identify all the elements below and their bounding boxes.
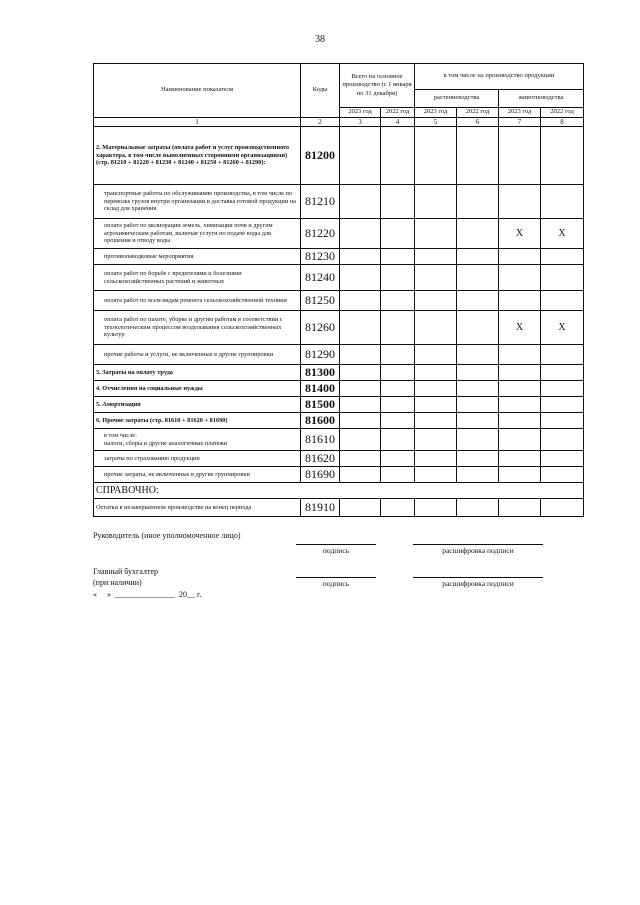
value-cell: [457, 219, 499, 249]
head-label: Руководитель (иное уполномоченное лицо): [93, 531, 241, 540]
column-number: 7: [499, 118, 541, 127]
column-number: 4: [381, 118, 415, 127]
table-row: [94, 397, 584, 413]
header-including: в том числе на производство продукции: [415, 64, 584, 90]
header-year: 2023 год: [499, 108, 541, 118]
value-cell: [340, 429, 381, 451]
row-code: 81600: [301, 413, 340, 429]
value-cell: [415, 467, 457, 483]
value-cell: [340, 265, 381, 291]
value-cell: [415, 413, 457, 429]
value-cell: [457, 127, 499, 185]
head-signature-caption: подпись: [322, 546, 350, 555]
value-cell: [381, 429, 415, 451]
value-cell: [499, 381, 541, 397]
row-code: 81260: [301, 311, 340, 345]
column-number: 5: [415, 118, 457, 127]
value-cell: [499, 185, 541, 219]
header-codes: Коды: [301, 64, 340, 118]
head-transcript-line: [413, 544, 543, 545]
value-cell: [340, 291, 381, 311]
header-year: 2022 год: [381, 108, 415, 118]
value-cell: X: [541, 219, 584, 249]
row-code: 81400: [301, 381, 340, 397]
value-cell: [415, 291, 457, 311]
value-cell: [541, 467, 584, 483]
table-row: [94, 311, 584, 345]
value-cell: [340, 345, 381, 365]
value-cell: [381, 467, 415, 483]
row-label: в том числе: налоги, сборы и другие аналогичные платежи: [94, 429, 301, 451]
reference-title-row: [94, 483, 584, 499]
value-cell: [457, 185, 499, 219]
report-table: [93, 63, 584, 517]
header-year: 2022 год: [457, 108, 499, 118]
value-cell: [381, 345, 415, 365]
value-cell: [340, 185, 381, 219]
value-cell: [340, 451, 381, 467]
row-code: 81620: [301, 451, 340, 467]
table-row: [94, 413, 584, 429]
head-signature-line: [296, 544, 376, 545]
value-cell: [499, 467, 541, 483]
header-name: Наименование показателя: [94, 64, 301, 118]
value-cell: [415, 185, 457, 219]
value-cell: [499, 291, 541, 311]
column-number: 1: [94, 118, 301, 127]
value-cell: [499, 429, 541, 451]
table-row: [94, 345, 584, 365]
table-row: [94, 467, 584, 483]
row-label: 6. Прочие затраты (стр. 81610 + 81620 + 81690): [94, 413, 301, 429]
value-cell: [415, 365, 457, 381]
value-cell: [499, 413, 541, 429]
value-cell: [541, 291, 584, 311]
header-year: 2023 год: [340, 108, 381, 118]
column-number: 8: [541, 118, 584, 127]
value-cell: [381, 451, 415, 467]
value-cell: [381, 397, 415, 413]
value-cell: [340, 413, 381, 429]
value-cell: [415, 311, 457, 345]
table-row: [94, 185, 584, 219]
row-label: оплата работ по мелиорации земель, химизации почв и другим агрохимическим работам, включая услуги по подаче воды для орошения и отводу воды: [94, 219, 301, 249]
value-cell: X: [541, 311, 584, 345]
reference-title: СПРАВОЧНО:: [94, 483, 584, 499]
value-cell: [499, 345, 541, 365]
row-label: прочие затраты, не включенные в другие группировки: [94, 467, 301, 483]
value-cell: [457, 451, 499, 467]
row-label: противопаводковые мероприятия: [94, 249, 301, 265]
head-transcript-caption: расшифровка подписи: [442, 546, 514, 555]
value-cell: [499, 499, 541, 517]
value-cell: [415, 249, 457, 265]
value-cell: [340, 127, 381, 185]
value-cell: [381, 499, 415, 517]
value-cell: [340, 311, 381, 345]
table-row: [94, 127, 584, 185]
header-livestock: животноводства: [499, 90, 584, 108]
value-cell: [541, 413, 584, 429]
table-row: [94, 451, 584, 467]
value-cell: [541, 249, 584, 265]
value-cell: [340, 397, 381, 413]
row-code: 81290: [301, 345, 340, 365]
value-cell: [457, 291, 499, 311]
value-cell: [415, 429, 457, 451]
value-cell: [457, 429, 499, 451]
value-cell: [541, 499, 584, 517]
row-label: затраты по страхованию продукции: [94, 451, 301, 467]
value-cell: [381, 219, 415, 249]
row-code: 81610: [301, 429, 340, 451]
table-row: [94, 219, 584, 249]
value-cell: [541, 381, 584, 397]
header-crop: растениеводства: [415, 90, 499, 108]
row-label: 4. Отчисления на социальные нужды: [94, 381, 301, 397]
chief-accountant-label: Главный бухгалтер: [93, 567, 158, 576]
value-cell: [541, 451, 584, 467]
row-label: оплата работ по борьбе с вредителями и болезнями сельскохозяйственных растений и животных: [94, 265, 301, 291]
value-cell: [541, 185, 584, 219]
table-row: [94, 429, 584, 451]
chief-signature-line: [296, 577, 376, 578]
row-label: Остатки в незавершенном производстве на конец периода: [94, 499, 301, 517]
value-cell: [415, 265, 457, 291]
row-code: 81250: [301, 291, 340, 311]
row-label: транспортные работы по обслуживанию производства, в том числе по перевозке грузов внутри организации и доставка готовой продукции на склад для хранения: [94, 185, 301, 219]
value-cell: [457, 311, 499, 345]
value-cell: [541, 345, 584, 365]
value-cell: [415, 499, 457, 517]
value-cell: [541, 365, 584, 381]
value-cell: [499, 127, 541, 185]
value-cell: [457, 249, 499, 265]
value-cell: [499, 365, 541, 381]
value-cell: X: [499, 311, 541, 345]
value-cell: [415, 381, 457, 397]
value-cell: [381, 127, 415, 185]
table-row: [94, 249, 584, 265]
date-line: « » _______________ 20__ г.: [93, 590, 202, 599]
row-code: 81500: [301, 397, 340, 413]
column-numbers-row: [94, 118, 584, 127]
row-code: 81210: [301, 185, 340, 219]
page-number: 38: [315, 34, 325, 45]
value-cell: [457, 265, 499, 291]
column-number: 2: [301, 118, 340, 127]
header-total: Всего на основное производство (с 1 января по 31 декабря): [340, 64, 415, 108]
row-code: 81910: [301, 499, 340, 517]
value-cell: [381, 311, 415, 345]
value-cell: [381, 413, 415, 429]
row-label: оплата работ по всем видам ремонта сельскохозяйственной техники: [94, 291, 301, 311]
row-code: 81200: [301, 127, 340, 185]
chief-transcript-line: [413, 577, 543, 578]
row-label: прочие работы и услуги, не включенные в другие группировки: [94, 345, 301, 365]
value-cell: [340, 499, 381, 517]
value-cell: [541, 127, 584, 185]
value-cell: [499, 451, 541, 467]
value-cell: [499, 397, 541, 413]
row-code: 81230: [301, 249, 340, 265]
value-cell: [340, 219, 381, 249]
table-row: [94, 499, 584, 517]
table-row: [94, 381, 584, 397]
value-cell: [381, 249, 415, 265]
chief-transcript-caption: расшифровка подписи: [442, 579, 514, 588]
table-row: [94, 291, 584, 311]
table-row: [94, 365, 584, 381]
value-cell: [499, 249, 541, 265]
value-cell: [541, 429, 584, 451]
value-cell: [415, 219, 457, 249]
header-year: 2022 год: [541, 108, 584, 118]
row-code: 81300: [301, 365, 340, 381]
if-any-label: (при наличии): [93, 578, 142, 587]
header-year: 2023 год: [415, 108, 457, 118]
value-cell: [381, 381, 415, 397]
value-cell: [381, 185, 415, 219]
column-number: 3: [340, 118, 381, 127]
value-cell: [415, 397, 457, 413]
value-cell: [415, 451, 457, 467]
value-cell: X: [499, 219, 541, 249]
row-label: оплата работ по пахоте, уборке и другим работам в соответствии с технологическим процессом возделывания сельскохозяйственных культур: [94, 311, 301, 345]
value-cell: [457, 499, 499, 517]
value-cell: [340, 467, 381, 483]
value-cell: [457, 397, 499, 413]
table-row: [94, 265, 584, 291]
value-cell: [340, 381, 381, 397]
value-cell: [499, 265, 541, 291]
chief-signature-caption: подпись: [322, 579, 350, 588]
row-code: 81690: [301, 467, 340, 483]
value-cell: [381, 291, 415, 311]
table-body: [94, 127, 584, 517]
value-cell: [415, 345, 457, 365]
row-code: 81220: [301, 219, 340, 249]
value-cell: [541, 265, 584, 291]
row-label: 3. Затраты на оплату труда: [94, 365, 301, 381]
value-cell: [415, 127, 457, 185]
value-cell: [340, 365, 381, 381]
value-cell: [457, 413, 499, 429]
row-code: 81240: [301, 265, 340, 291]
value-cell: [457, 467, 499, 483]
value-cell: [381, 365, 415, 381]
value-cell: [457, 381, 499, 397]
row-label: 5. Амортизация: [94, 397, 301, 413]
value-cell: [541, 397, 584, 413]
value-cell: [457, 345, 499, 365]
value-cell: [381, 265, 415, 291]
column-number: 6: [457, 118, 499, 127]
value-cell: [340, 249, 381, 265]
row-label: 2. Материальные затраты (оплата работ и услуг производственного характера, в том числе выполненных сторонними организациями) (стр. 81210 + 81220 + 81230 + 81240 + 81250 + 81260 + 81290):: [94, 127, 301, 185]
value-cell: [457, 365, 499, 381]
